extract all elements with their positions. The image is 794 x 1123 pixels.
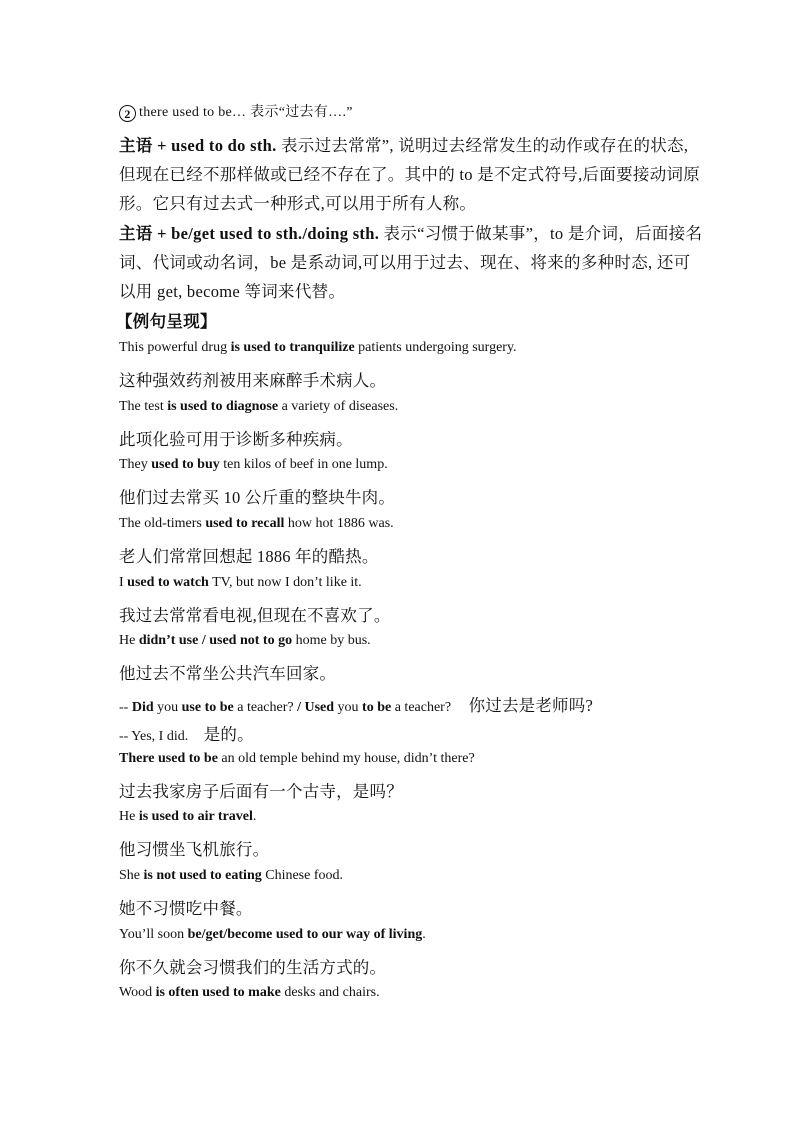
key-phrase: used to recall [205, 516, 285, 531]
sentence-part: The test [119, 399, 168, 414]
example-sentence [119, 633, 371, 649]
sentence-part: -- [119, 700, 132, 715]
key-phrase: is not used to eating [143, 868, 262, 883]
example-translation: 此项化验可用于诊断多种疾病。 [119, 430, 353, 449]
rule2-subject: 主语 [119, 224, 153, 243]
sentence-part: She [119, 868, 144, 883]
sentence-part: patients undergoing surgery. [354, 340, 517, 355]
sentence-part: TV, but now I don’t like it. [208, 575, 362, 590]
sentence-part: you [153, 700, 182, 715]
example-sentence [119, 575, 362, 591]
rule2-line1 [119, 220, 702, 244]
rule1-line1 [119, 132, 688, 156]
sentence-part: -- Yes, I did. [119, 729, 189, 744]
examples-heading: 【例句呈现】 [116, 312, 217, 331]
sentence-part: ten kilos of beef in one lump. [219, 457, 388, 472]
sentence-part: Wood [119, 985, 156, 1000]
sentence-part: This powerful drug [119, 340, 231, 355]
example-translation: 他们过去常买 10 公斤重的整块牛肉。 [119, 488, 396, 507]
example-sentence [119, 751, 475, 767]
sentence-part: a teacher? [391, 700, 452, 715]
key-phrase: / Used [297, 700, 335, 715]
sentence-part: He [119, 633, 139, 648]
key-phrase: is used to diagnose [167, 399, 279, 414]
example-translation: 这种强效药剂被用来麻醉手术病人。 [119, 371, 387, 390]
example-dialogue-question [119, 692, 593, 716]
key-phrase: use to be [181, 700, 234, 715]
key-phrase: to be [362, 700, 392, 715]
example-sentence [119, 985, 380, 1001]
example-sentence [119, 399, 398, 415]
rule2-line3: 以用 get, become 等词来代替。 [119, 282, 346, 301]
example-sentence [119, 340, 517, 356]
rule1-line3: 形。它只有过去式一种形式,可以用于所有人称。 [119, 194, 477, 213]
sentence-part: The old-timers [119, 516, 206, 531]
sentence-part: They [119, 457, 152, 472]
sentence-part: He [119, 809, 139, 824]
rule1-pattern: + used to do sth. [157, 136, 277, 155]
example-sentence [119, 457, 388, 473]
example-translation: 她不习惯吃中餐。 [119, 899, 253, 918]
key-phrase: There used to be [119, 751, 218, 766]
key-phrase: is used to tranquilize [230, 340, 355, 355]
sentence-part: a teacher? [233, 700, 298, 715]
key-phrase: used to buy [151, 457, 220, 472]
rule2-pattern: + be/get used to sth./doing sth. [157, 224, 380, 243]
example-translation: 是的。 [203, 725, 254, 744]
sentence-part: how hot 1886 was. [284, 516, 394, 531]
key-phrase: didn’t use / used not to go [138, 633, 293, 648]
rule2-text1: 表示“习惯于做某事”，to 是介词，后面接名 [379, 224, 703, 243]
example-translation: 我过去常常看电视,但现在不喜欢了。 [119, 606, 391, 625]
example-translation: 他过去不常坐公共汽车回家。 [119, 664, 337, 683]
sentence-part: Chinese food. [261, 868, 343, 883]
example-sentence [119, 516, 394, 532]
rule2-line2: 词、代词或动名词，be 是系动词,可以用于过去、现在、将来的多种时态, 还可 [119, 253, 691, 272]
key-phrase: Did [131, 700, 154, 715]
sentence-part: desks and chairs. [280, 985, 380, 1000]
sentence-part: . [252, 809, 257, 824]
example-translation: 过去我家房子后面有一个古寺，是吗？ [119, 782, 403, 801]
example-translation: 老人们常常回想起 1886 年的酷热。 [119, 547, 379, 566]
example-translation: 你过去是老师吗? [468, 696, 593, 715]
rule1-subject: 主语 [119, 136, 153, 155]
key-phrase: is often used to make [155, 985, 281, 1000]
example-sentence [119, 927, 426, 943]
key-phrase: used to watch [127, 575, 209, 590]
example-translation: 他习惯坐飞机旅行。 [119, 840, 270, 859]
example-dialogue-answer [119, 721, 254, 745]
rule1-line2: 但现在已经不那样做或已经不存在了。其中的 to 是不定式符号,后面要接动词原 [119, 165, 701, 184]
rule1-text1: 表示过去常常”, 说明过去经常发生的动作或存在的状态, [276, 136, 689, 155]
example-sentence [119, 809, 256, 825]
circled-number: 2 [119, 105, 136, 122]
key-phrase: be/get/become used to our way of living [187, 927, 423, 942]
sentence-part: a variety of diseases. [278, 399, 399, 414]
sentence-part: I [119, 575, 128, 590]
example-sentence [119, 868, 343, 884]
sentence-part: you [334, 700, 363, 715]
key-phrase: is used to air travel [138, 809, 253, 824]
sentence-part: . [422, 927, 426, 942]
intro-text: there used to be… 表示“过去有….” [139, 105, 353, 120]
sentence-part: You’ll soon [119, 927, 188, 942]
sentence-part: an old temple behind my house, didn’t there? [217, 751, 475, 766]
sentence-part: home by bus. [292, 633, 371, 648]
intro-line [119, 101, 353, 122]
example-translation: 你不久就会习惯我们的生活方式的。 [119, 958, 387, 977]
